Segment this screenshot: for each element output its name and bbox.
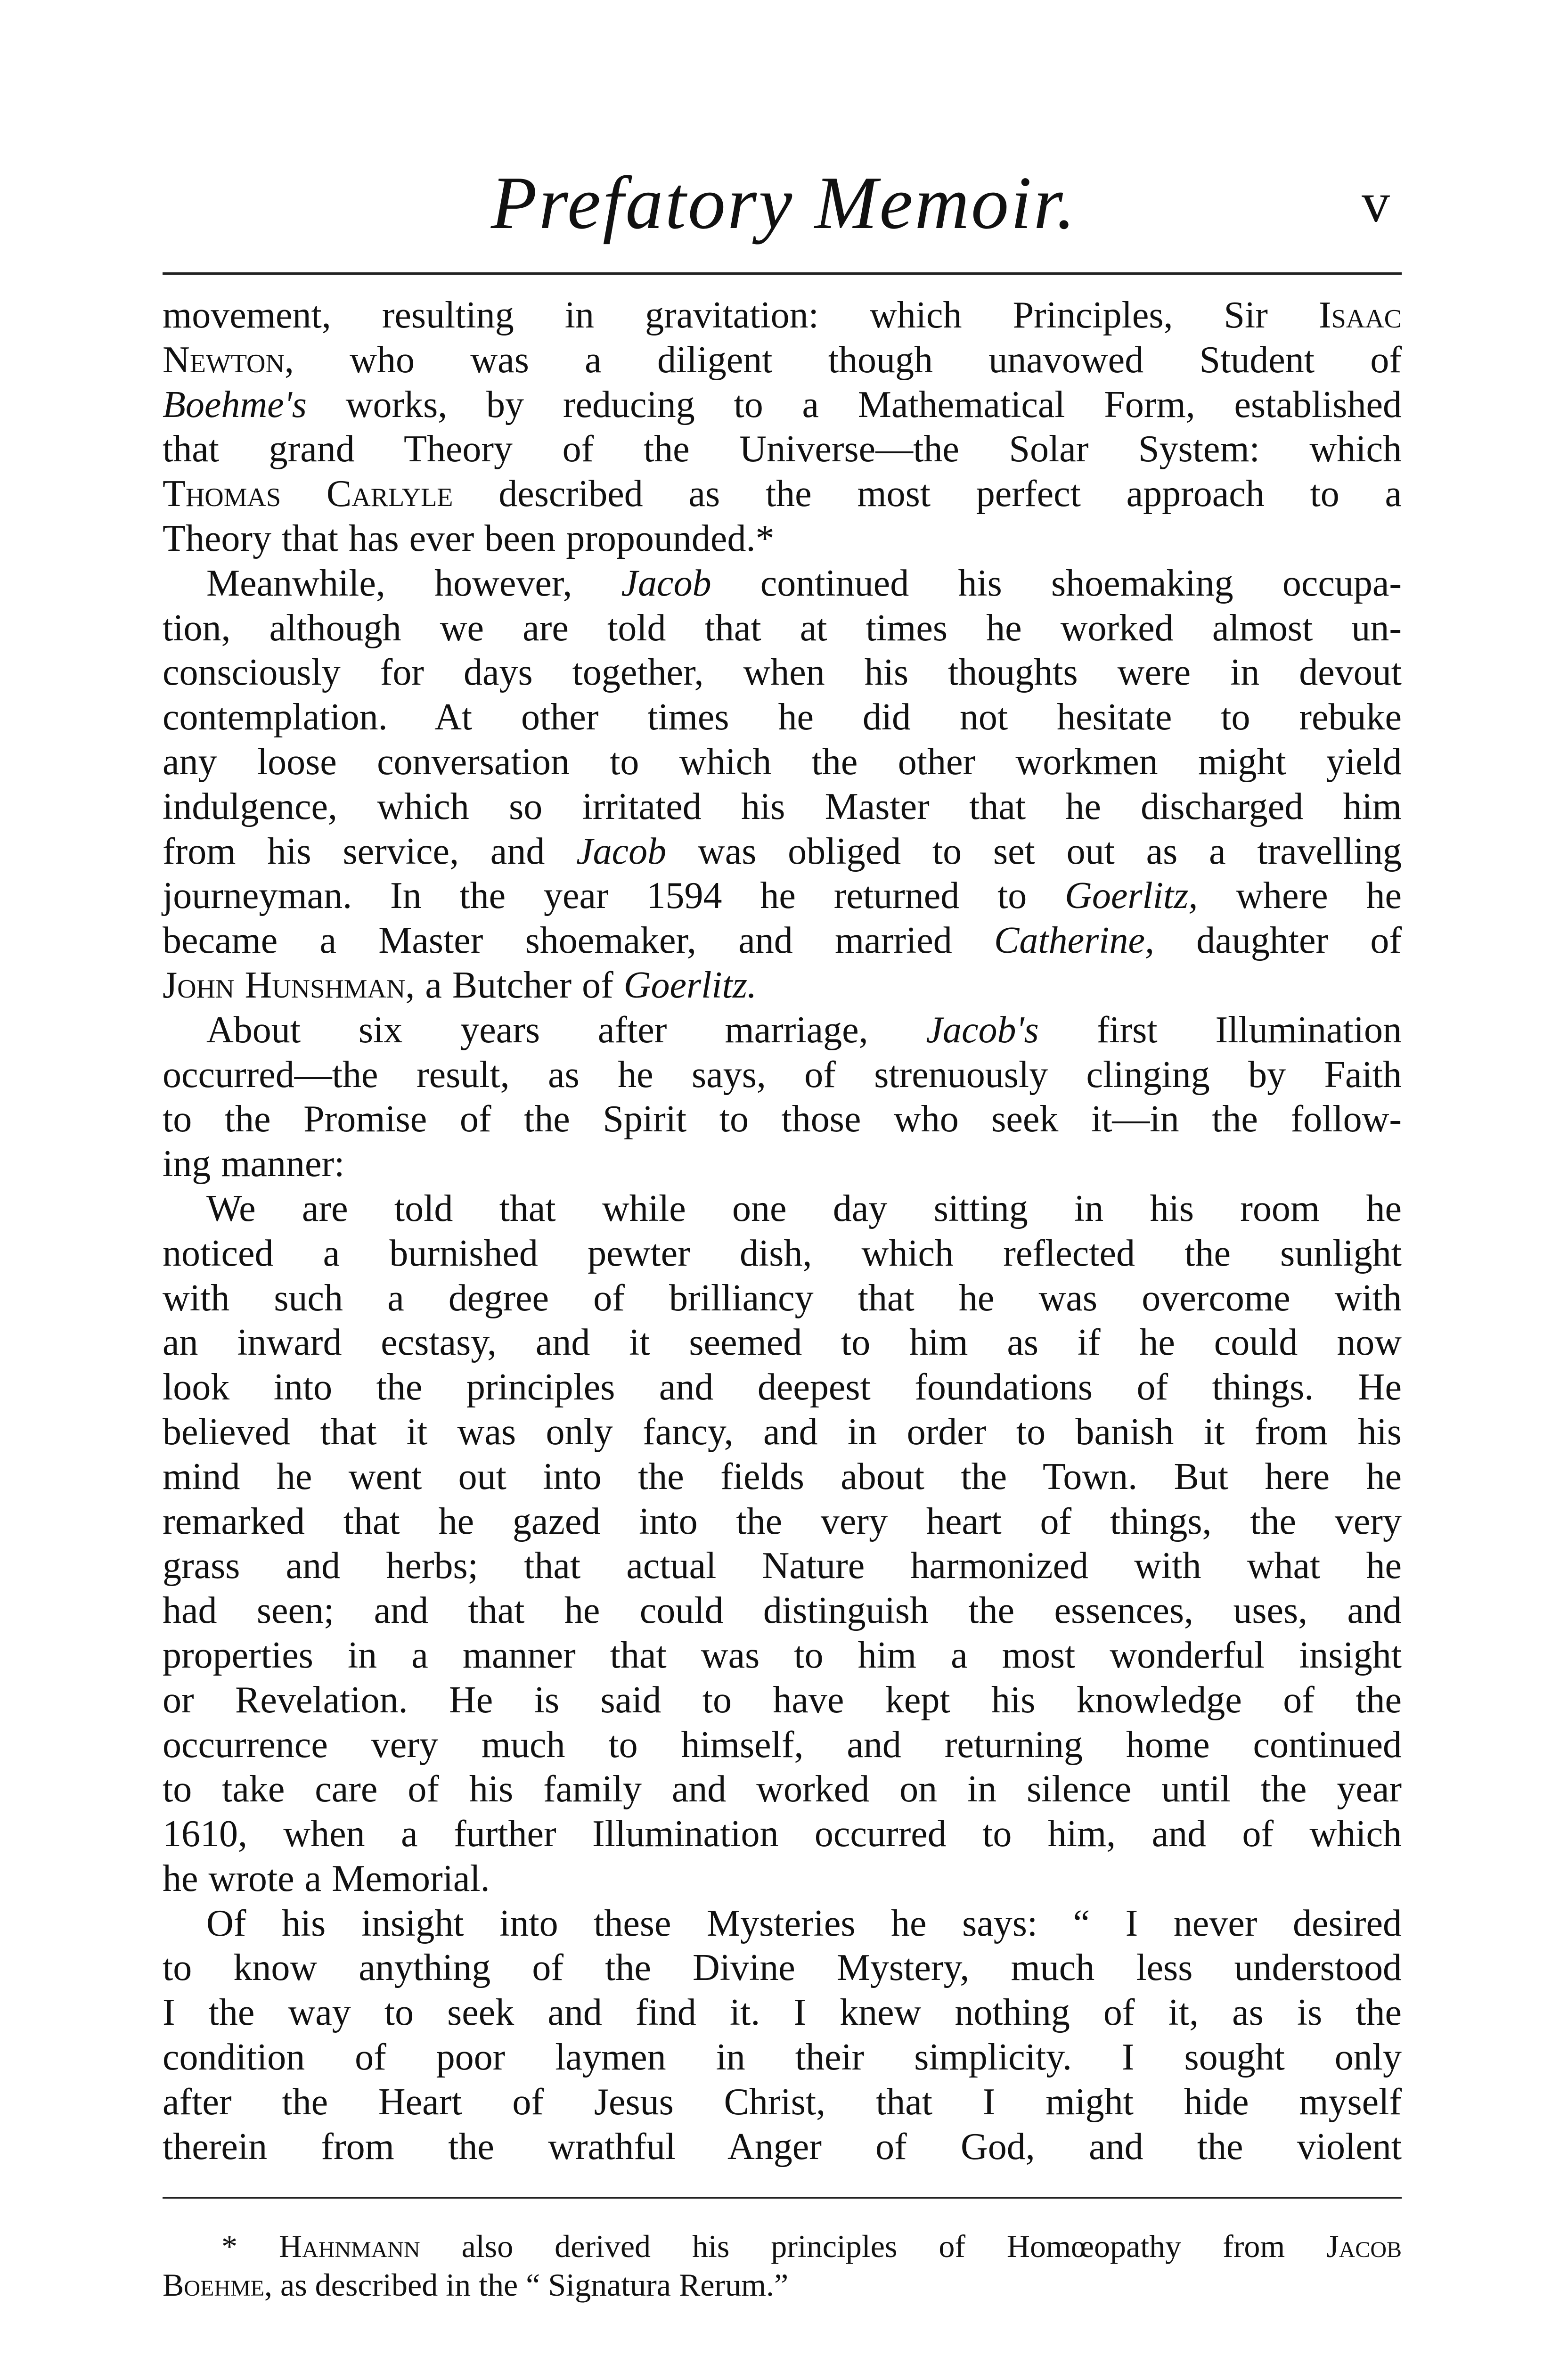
text-segment: was obliged to set out as a travelling: [666, 830, 1402, 872]
text-segment: indulgence, which so irritated his Master that he discharged him: [163, 785, 1402, 827]
text-line: [163, 1812, 1402, 1857]
text-segment: *: [221, 2228, 279, 2264]
small-caps-text: Hahnmann: [278, 2228, 420, 2264]
paragraph: [163, 1901, 1402, 2169]
text-line: [163, 1857, 1402, 1901]
text-segment: to the Promise of the Spirit to those who seek it—in the follow-: [163, 1098, 1402, 1140]
text-segment: also derived his principles of Homœopathy from: [420, 2228, 1327, 2264]
text-segment: mind he went out into the fields about the Town. But here he: [163, 1456, 1402, 1497]
text-line: [163, 1320, 1402, 1365]
text-line: [163, 1053, 1402, 1097]
text-segment: remarked that he gazed into the very heart of things, the very: [163, 1500, 1402, 1542]
text-segment: became a Master shoemaker, and married: [163, 920, 994, 962]
text-segment: to take care of his family and worked on in silence until the year: [163, 1768, 1402, 1810]
text-segment: he wrote a Memorial.: [163, 1857, 490, 1899]
text-line: [163, 1410, 1402, 1455]
text-segment: About six years after marriage,: [206, 1009, 926, 1051]
footnote: [163, 2227, 1402, 2304]
text-line: [163, 1588, 1402, 1633]
text-line: [163, 829, 1402, 874]
text-line: [163, 2266, 1402, 2304]
text-line: [163, 2227, 1402, 2266]
small-caps-text: Isaac: [1318, 294, 1402, 336]
text-segment: daughter of: [1154, 920, 1402, 962]
text-line: [163, 383, 1402, 427]
text-segment: 1610, when a further Illumination occurred to him, and of which: [163, 1813, 1402, 1855]
text-line: [163, 472, 1402, 516]
text-segment: I the way to seek and find it. I knew nothing of it, as is the: [163, 1992, 1402, 2034]
text-segment: look into the principles and deepest foundations of things. He: [163, 1366, 1402, 1408]
text-line: [163, 2035, 1402, 2080]
text-segment: grass and herbs; that actual Nature harmonized with what he: [163, 1545, 1402, 1587]
text-segment: occurrence very much to himself, and returning home continued: [163, 1724, 1402, 1766]
text-line: [163, 1633, 1402, 1678]
text-segment: occurred—the result, as he says, of strenuously clinging by Faith: [163, 1054, 1402, 1096]
small-caps-text: Boehme: [163, 2267, 265, 2303]
text-line: [163, 561, 1402, 606]
text-line: [163, 963, 1402, 1008]
text-segment: or Revelation. He is said to have kept his knowledge of the: [163, 1679, 1402, 1721]
text-segment: consciously for days together, when his thoughts were in devout: [163, 652, 1402, 694]
text-line: [163, 1097, 1402, 1142]
italic-text: Goerlitz,: [1065, 875, 1198, 917]
footnote-rule: [163, 2197, 1402, 2199]
text-line: [163, 1186, 1402, 1231]
text-line: [163, 1365, 1402, 1410]
text-line: [163, 1946, 1402, 1990]
small-caps-text: John Hunshman: [163, 964, 406, 1006]
text-segment: , as described in the “ Signatura Rerum.”: [264, 2267, 789, 2303]
italic-text: Jacob: [576, 830, 667, 872]
text-segment: , who was a diligent though unavowed Student of: [284, 339, 1402, 381]
text-line: [163, 874, 1402, 918]
text-line: [163, 427, 1402, 472]
text-segment: Of his insight into these Mysteries he says: “ I never desired: [206, 1902, 1402, 1944]
small-caps-text: Jacob: [1326, 2228, 1402, 2264]
text-line: [163, 1678, 1402, 1723]
paragraph: [163, 293, 1402, 561]
text-segment: contemplation. At other times he did not hesitate to rebuke: [163, 696, 1402, 738]
text-segment: , a Butcher of: [405, 964, 624, 1006]
italic-text: Catherine,: [994, 920, 1154, 962]
text-line: [163, 1767, 1402, 1812]
italic-text: Jacob's: [926, 1009, 1039, 1051]
text-line: [163, 650, 1402, 695]
text-segment: condition of poor laymen in their simplicity. I sought only: [163, 2037, 1402, 2078]
text-line: [163, 1901, 1402, 1946]
text-segment: had seen; and that he could distinguish the essences, uses, and: [163, 1590, 1402, 1632]
text-segment: journeyman. In the year 1594 he returned to: [163, 875, 1065, 917]
text-segment: noticed a burnished pewter dish, which reflected the sunlight: [163, 1232, 1402, 1274]
text-line: [163, 1276, 1402, 1321]
page-number: v: [1362, 171, 1390, 234]
text-segment: from his service, and: [163, 830, 577, 872]
text-line: [163, 293, 1402, 338]
text-segment: any loose conversation to which the other workmen might yield: [163, 741, 1402, 783]
text-segment: where he: [1198, 875, 1402, 917]
text-segment: works, by reducing to a Mathematical Form, established: [306, 384, 1402, 425]
text-segment: continued his shoemaking occupa-: [711, 562, 1402, 604]
text-line: [163, 1990, 1402, 2035]
text-segment: an inward ecstasy, and it seemed to him as if he could now: [163, 1322, 1402, 1364]
paragraph: [163, 1008, 1402, 1186]
text-line: [163, 1544, 1402, 1588]
text-line: [163, 1723, 1402, 1767]
text-line: [163, 785, 1402, 829]
paragraph: [163, 1186, 1402, 1901]
text-segment: ing manner:: [163, 1143, 345, 1185]
text-line: [163, 1008, 1402, 1053]
text-segment: movement, resulting in gravitation: which Principles, Sir: [163, 294, 1319, 336]
text-line: [163, 2080, 1402, 2125]
text-line: [163, 1499, 1402, 1544]
body-text: [163, 293, 1402, 2169]
text-segment: therein from the wrathful Anger of God, and the violent: [163, 2126, 1402, 2168]
text-line: [163, 606, 1402, 651]
text-segment: Meanwhile, however,: [206, 562, 621, 604]
italic-text: Jacob: [621, 562, 711, 604]
text-line: [163, 1231, 1402, 1276]
text-line: [163, 695, 1402, 740]
text-segment: tion, although we are told that at times he worked almost un-: [163, 607, 1402, 649]
italic-text: Goerlitz.: [623, 964, 757, 1006]
text-segment: first Illumination: [1038, 1009, 1402, 1051]
text-segment: to know anything of the Divine Mystery, much less understood: [163, 1947, 1402, 1989]
text-segment: believed that it was only fancy, and in order to banish it from his: [163, 1411, 1402, 1453]
italic-text: Boehme's: [163, 384, 307, 425]
text-segment: We are told that while one day sitting in his room he: [206, 1187, 1402, 1229]
text-line: [163, 740, 1402, 785]
small-caps-text: Newton: [163, 339, 285, 381]
small-caps-text: Thomas Carlyle: [163, 473, 453, 515]
text-line: [163, 516, 1402, 561]
text-segment: described as the most perfect approach to a: [453, 473, 1402, 515]
header-rule: [163, 272, 1402, 275]
text-segment: after the Heart of Jesus Christ, that I might hide myself: [163, 2081, 1402, 2123]
paragraph: [163, 561, 1402, 1008]
text-segment: Theory that has ever been propounded.*: [163, 517, 775, 559]
text-line: [163, 1455, 1402, 1499]
text-segment: with such a degree of brilliancy that he was overcome with: [163, 1277, 1402, 1319]
text-line: [163, 338, 1402, 383]
text-line: [163, 2125, 1402, 2169]
text-line: [163, 1142, 1402, 1186]
text-segment: that grand Theory of the Universe—the Solar System: which: [163, 428, 1402, 470]
running-title: Prefatory Memoir.: [490, 161, 1078, 245]
text-line: [163, 918, 1402, 963]
text-segment: properties in a manner that was to him a most wonderful insight: [163, 1634, 1402, 1676]
